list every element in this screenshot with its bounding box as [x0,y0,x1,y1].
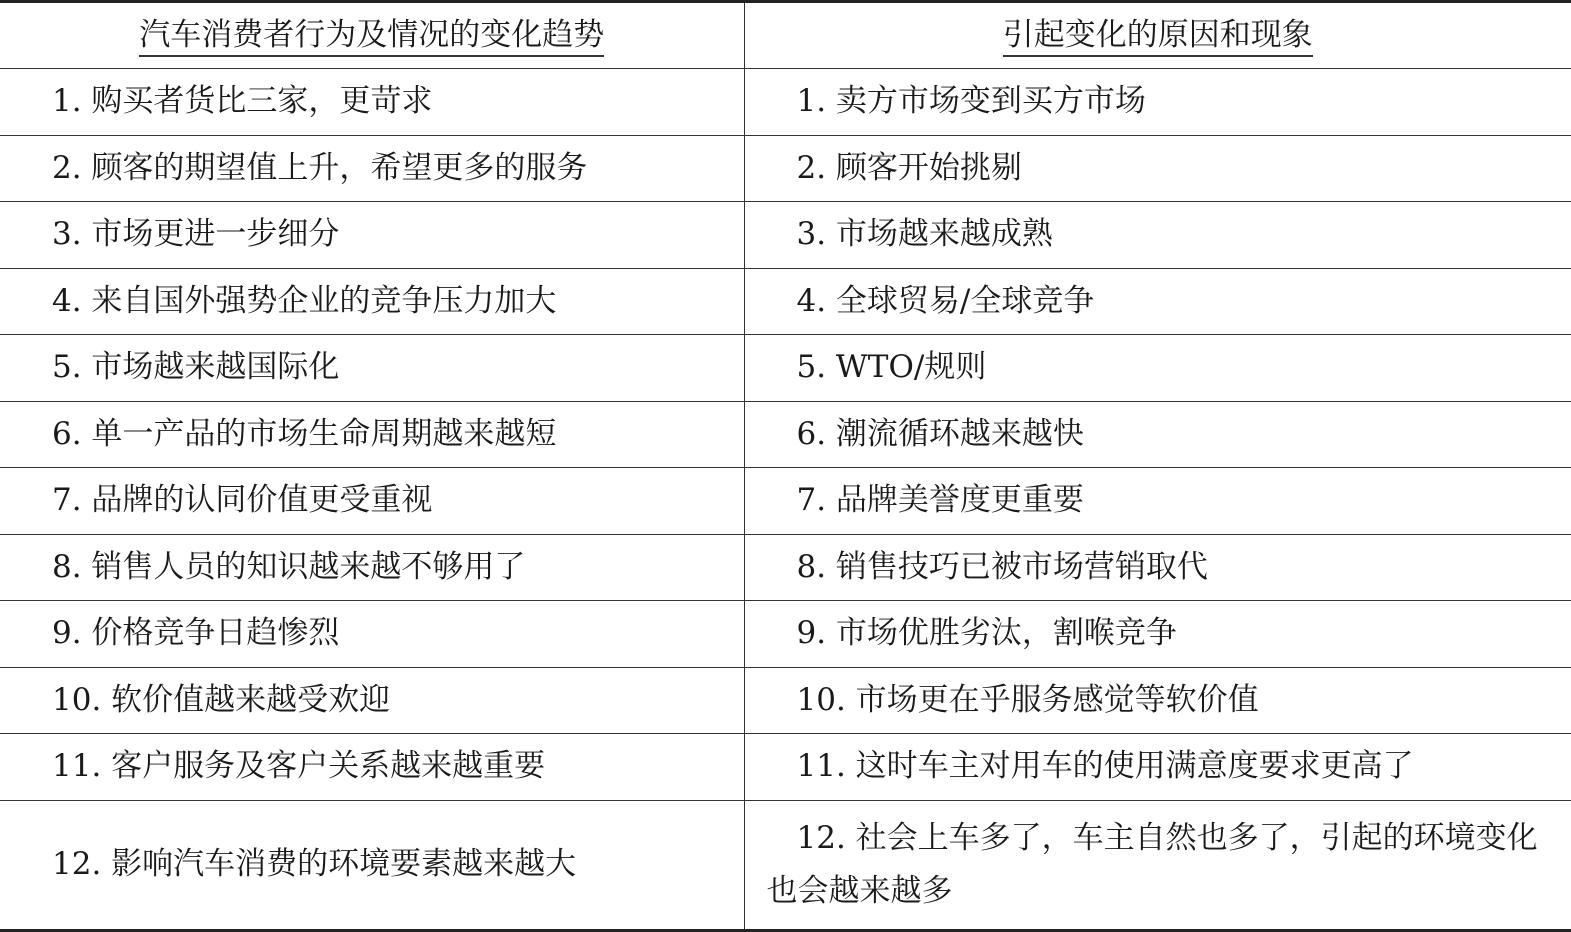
cause-cell-text: 12. 社会上车多了，车主自然也多了，引起的环境变化也会越来越多 [766,819,1538,909]
table-row [0,800,1571,929]
table-row [0,534,1571,601]
table-row [0,401,1571,468]
cause-cell: 10. 市场更在乎服务感觉等软价值 [744,667,1571,734]
cause-cell: 8. 销售技巧已被市场营销取代 [744,534,1571,601]
trend-cell: 10. 软价值越来越受欢迎 [0,667,744,734]
table-row [0,268,1571,335]
trend-cell: 12. 影响汽车消费的环境要素越来越大 [0,800,744,929]
trend-cell: 4. 来自国外强势企业的竞争压力加大 [0,268,744,335]
trend-table [0,3,1571,929]
cause-cell [744,800,1571,929]
header-cause-label: 引起变化的原因和现象 [1003,17,1313,57]
trend-cell: 1. 购买者货比三家，更苛求 [0,69,744,136]
table-row [0,135,1571,202]
table-row [0,601,1571,668]
cause-cell: 11. 这时车主对用车的使用满意度要求更高了 [744,734,1571,801]
cause-cell: 2. 顾客开始挑剔 [744,135,1571,202]
table-row [0,468,1571,535]
trend-cell: 9. 价格竞争日趋惨烈 [0,601,744,668]
trend-cell: 11. 客户服务及客户关系越来越重要 [0,734,744,801]
trend-cell: 6. 单一产品的市场生命周期越来越短 [0,401,744,468]
cause-cell: 7. 品牌美誉度更重要 [744,468,1571,535]
trend-cell: 7. 品牌的认同价值更受重视 [0,468,744,535]
header-cause [744,3,1571,69]
table-row [0,202,1571,269]
cause-cell: 5. WTO/规则 [744,335,1571,402]
cause-cell: 9. 市场优胜劣汰，割喉竞争 [744,601,1571,668]
table-row [0,69,1571,136]
header-row [0,3,1571,69]
header-trend [0,3,744,69]
trend-cell: 2. 顾客的期望值上升，希望更多的服务 [0,135,744,202]
trend-cell: 8. 销售人员的知识越来越不够用了 [0,534,744,601]
cause-cell: 1. 卖方市场变到买方市场 [744,69,1571,136]
table-row [0,335,1571,402]
cause-cell: 6. 潮流循环越来越快 [744,401,1571,468]
trend-cell: 3. 市场更进一步细分 [0,202,744,269]
table-row [0,667,1571,734]
header-trend-label: 汽车消费者行为及情况的变化趋势 [139,17,604,57]
table-row [0,734,1571,801]
trend-cell: 5. 市场越来越国际化 [0,335,744,402]
cause-cell: 3. 市场越来越成熟 [744,202,1571,269]
cause-cell: 4. 全球贸易/全球竞争 [744,268,1571,335]
